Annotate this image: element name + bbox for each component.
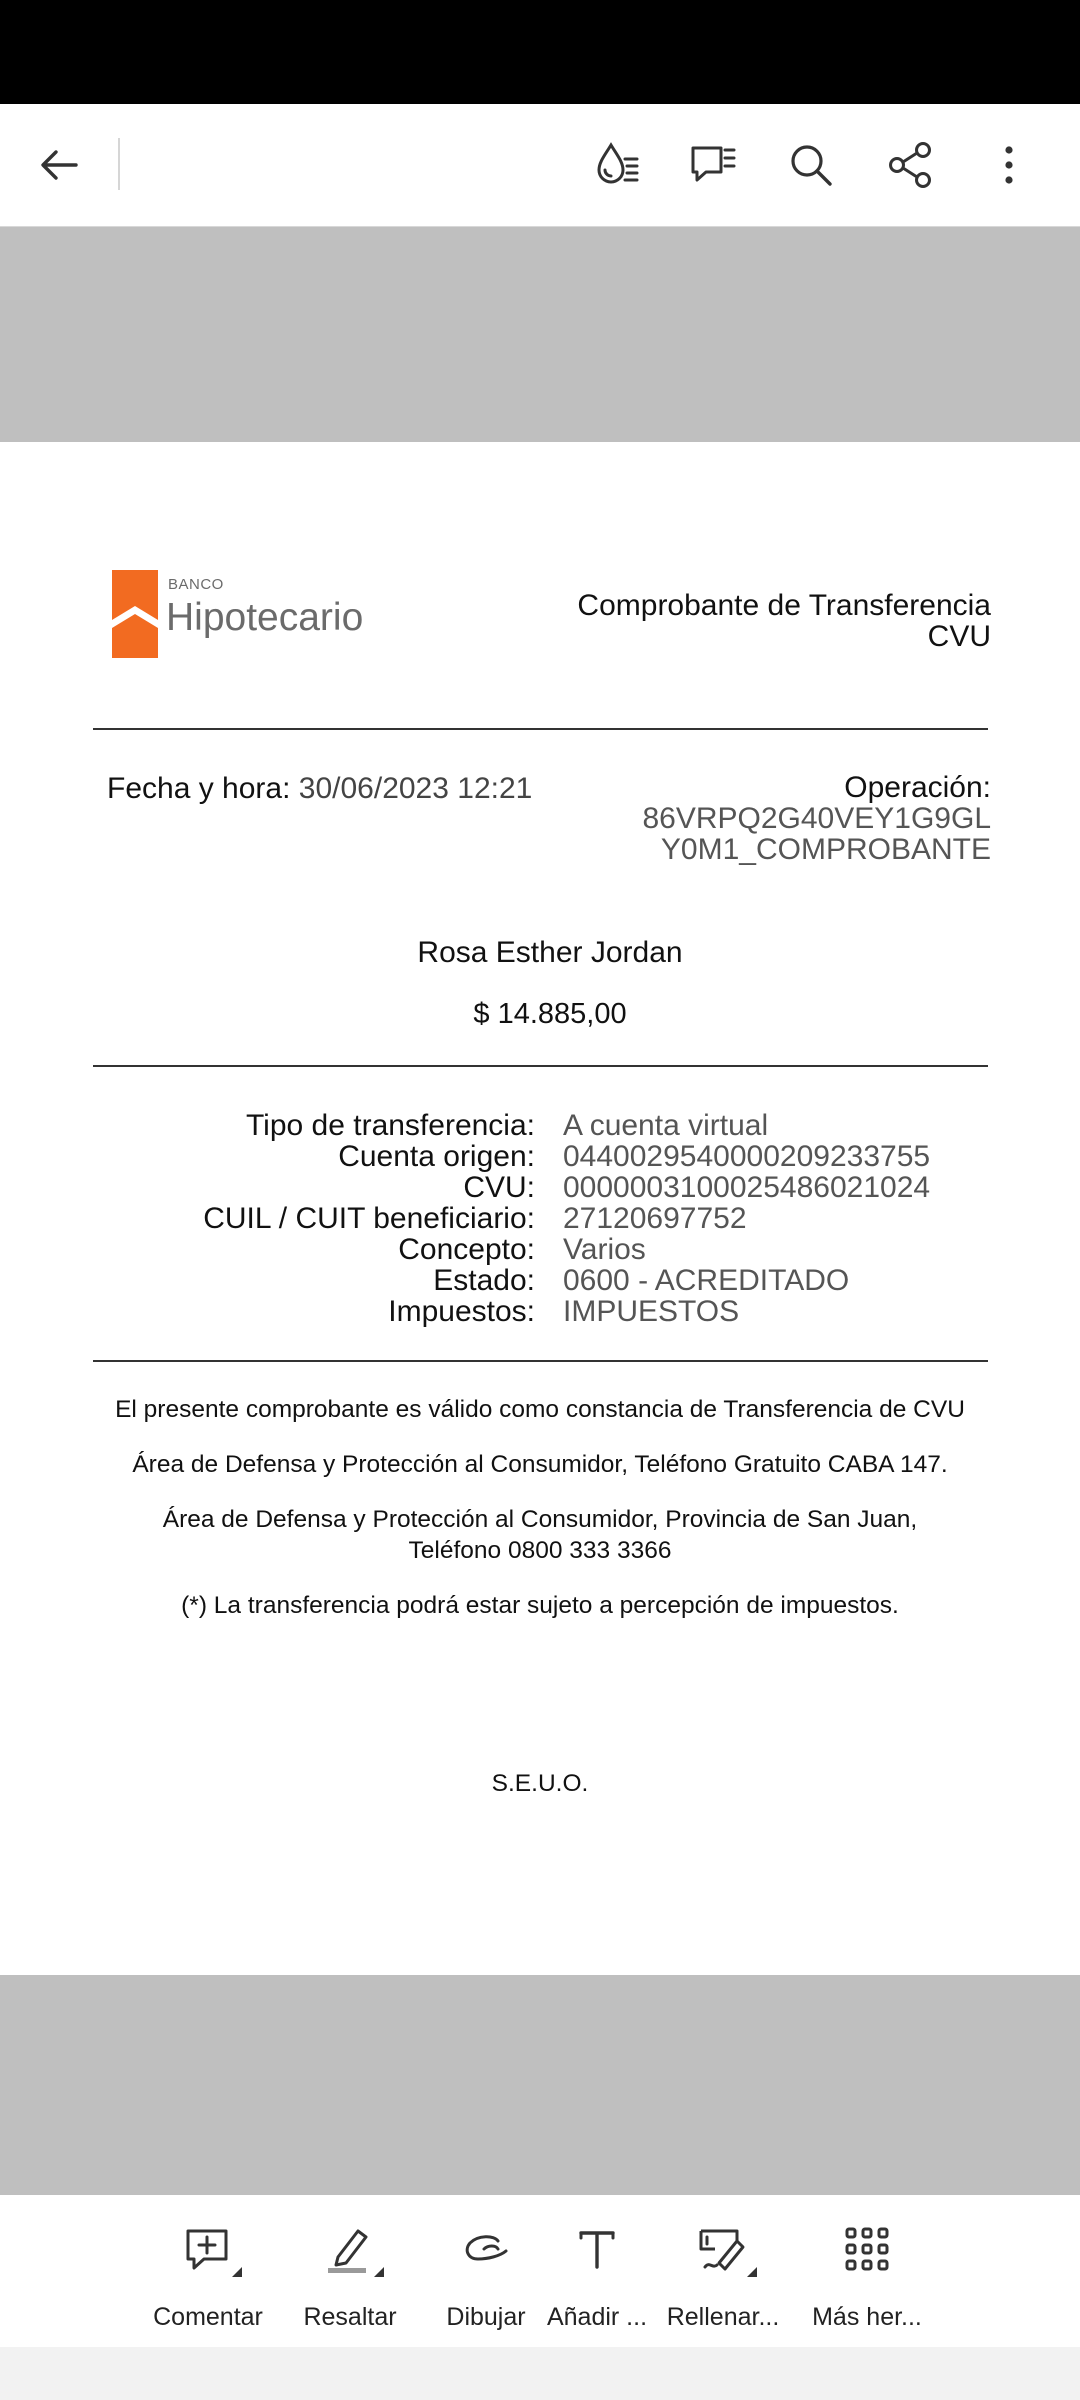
tool-mas-herramientas[interactable]: [792, 2223, 942, 2332]
fecha-hora-value: 30/06/2023 12:21: [298, 772, 533, 805]
liquid-mode-icon[interactable]: [588, 136, 646, 194]
more-vertical-icon[interactable]: [980, 136, 1038, 194]
tool-rellenar-firmar[interactable]: [648, 2223, 798, 2332]
fecha-hora-label: Fecha y hora:: [107, 772, 291, 805]
detail-value: 0600 - ACREDITADO: [563, 1264, 850, 1297]
detail-row-cuenta-origen: [0, 1141, 1080, 1172]
detail-label: Impuestos:: [388, 1295, 535, 1328]
detail-value: 0000003100025486021024: [563, 1171, 931, 1204]
bank-logo-mark-icon: [112, 570, 158, 658]
detail-row-tipo: [0, 1110, 1080, 1141]
footer-telefono: Teléfono 0800 333 3366: [408, 1537, 672, 1564]
divider-middle: [93, 1065, 988, 1067]
beneficiary-name: Rosa Esther Jordan: [417, 936, 683, 969]
amount: $ 14.885,00: [473, 998, 627, 1030]
tool-label: Resaltar: [303, 2303, 397, 2331]
detail-label: Cuenta origen:: [338, 1140, 535, 1173]
tool-label: Más her...: [812, 2303, 922, 2331]
detail-value: 0440029540000209233755: [563, 1140, 931, 1173]
more-tools-icon: [841, 2223, 893, 2275]
footer-seuo: S.E.U.O.: [491, 1770, 589, 1797]
fecha-hora: [107, 772, 532, 806]
document-title-line1: Comprobante de Transferencia: [577, 589, 991, 622]
detail-label: CUIL / CUIT beneficiario:: [203, 1202, 535, 1235]
operacion-code-line1: 86VRPQ2G40VEY1G9GL: [642, 802, 991, 835]
detail-label: Tipo de transferencia:: [245, 1109, 535, 1142]
bank-logo: [112, 570, 372, 662]
bottom-tool-bar: [0, 2195, 1080, 2347]
divider-bottom: [93, 1360, 988, 1362]
fill-sign-icon: [697, 2223, 749, 2275]
system-navigation-bar: [0, 2347, 1080, 2400]
bank-logo-name: Hipotecario: [166, 596, 364, 639]
status-bar: [0, 0, 1080, 104]
operacion: [491, 772, 991, 865]
detail-row-concepto: [0, 1234, 1080, 1265]
detail-label: Concepto:: [398, 1233, 535, 1266]
add-text-icon: [571, 2223, 623, 2275]
detail-value: A cuenta virtual: [563, 1109, 769, 1142]
share-icon[interactable]: [882, 136, 940, 194]
tool-label: Rellenar...: [666, 2303, 780, 2331]
back-arrow-icon[interactable]: [30, 136, 88, 194]
tool-label: Añadir ...: [546, 2303, 648, 2331]
footer-impuestos-note: (*) La transferencia podrá estar sujeto a percepción de impuestos.: [181, 1592, 899, 1619]
tool-resaltar[interactable]: [275, 2223, 425, 2332]
operacion-code-line2: Y0M1_COMPROBANTE: [660, 833, 991, 866]
detail-label: Estado:: [433, 1264, 535, 1297]
tool-label: Dibujar: [446, 2303, 526, 2331]
detail-row-cvu: [0, 1172, 1080, 1203]
detail-label: CVU:: [463, 1171, 535, 1204]
highlight-icon: [324, 2223, 376, 2275]
detail-value: Varios: [563, 1233, 646, 1266]
detail-row-impuestos: [0, 1296, 1080, 1327]
document-title: [491, 590, 991, 652]
detail-value: 27120697752: [563, 1202, 747, 1235]
top-toolbar: [0, 104, 1080, 227]
operacion-label: Operación:: [844, 771, 991, 804]
detail-value: IMPUESTOS: [563, 1295, 740, 1328]
add-comment-icon: [182, 2223, 234, 2275]
comments-list-icon[interactable]: [684, 136, 742, 194]
divider-top: [93, 728, 988, 730]
document-title-line2: CVU: [927, 620, 991, 653]
search-icon[interactable]: [782, 136, 840, 194]
toolbar-divider: [118, 138, 120, 190]
tool-label: Comentar: [153, 2303, 263, 2331]
document-page: [0, 442, 1080, 1975]
tool-comentar[interactable]: [133, 2223, 283, 2332]
footer-defensa-sanjuan: Área de Defensa y Protección al Consumidor, Provincia de San Juan,: [162, 1506, 918, 1533]
footer-validity: El presente comprobante es válido como constancia de Transferencia de CVU: [115, 1396, 965, 1423]
bank-logo-banco: BANCO: [168, 576, 224, 593]
detail-row-cuil: [0, 1203, 1080, 1234]
footer-defensa-caba: Área de Defensa y Protección al Consumidor, Teléfono Gratuito CABA 147.: [132, 1451, 948, 1478]
draw-icon: [460, 2223, 512, 2275]
detail-row-estado: [0, 1265, 1080, 1296]
